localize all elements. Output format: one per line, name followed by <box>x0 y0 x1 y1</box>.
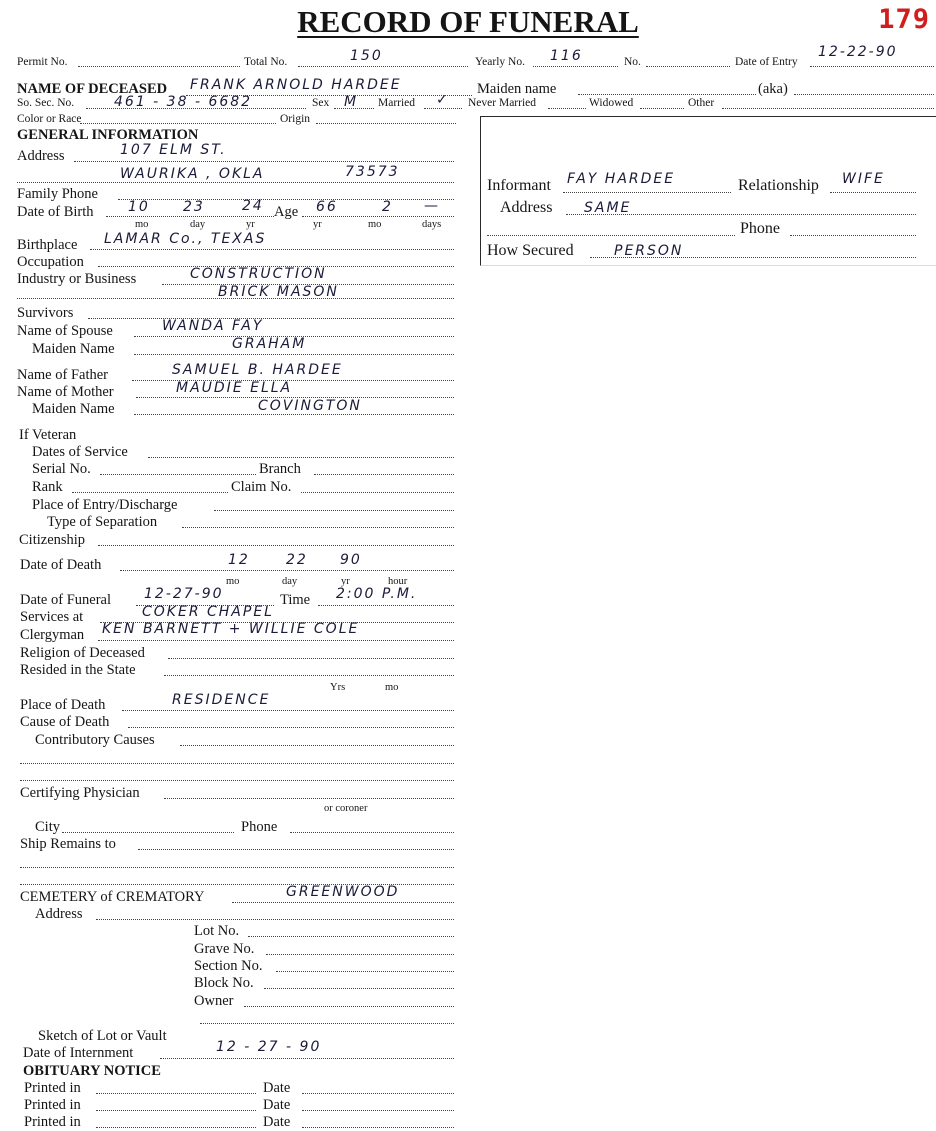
resided-in-state-label: Resided in the State <box>20 662 136 678</box>
owner-line-2 <box>200 1023 454 1024</box>
dates-of-service-line <box>148 457 454 458</box>
dob-day-value: 23 <box>183 199 205 215</box>
address-label: Address <box>17 148 65 164</box>
type-of-separation-label: Type of Separation <box>47 514 158 530</box>
spouse-maiden-line <box>134 354 454 355</box>
address-line2-value: WAURIKA , OKLA <box>120 166 265 182</box>
cemetery-label: CEMETERY of CREMATORY <box>20 889 205 905</box>
time-line <box>318 605 454 606</box>
no-label: No. <box>624 56 641 68</box>
date-of-entry-line <box>810 66 934 67</box>
cause-of-death-line <box>128 727 454 728</box>
date-of-internment-value: 12 - 27 - 90 <box>216 1039 322 1055</box>
relationship-label: Relationship <box>738 177 819 194</box>
occupation-label: Occupation <box>17 254 84 270</box>
address-line <box>74 161 454 162</box>
death-yr-caption: yr <box>341 576 350 587</box>
married-check: ✓ <box>436 92 450 108</box>
widowed-line <box>640 108 684 109</box>
clergyman-value: KEN BARNETT + WILLIE COLE <box>102 621 360 637</box>
cemetery-address-label: Address <box>35 906 83 922</box>
father-label: Name of Father <box>17 367 108 383</box>
grave-no-label: Grave No. <box>194 941 255 957</box>
printed-in-line-1 <box>96 1093 256 1094</box>
obit-date-line-2 <box>302 1110 454 1111</box>
date-of-internment-label: Date of Internment <box>23 1045 134 1061</box>
death-mo-caption: mo <box>226 576 240 587</box>
yearly-no-label: Yearly No. <box>475 56 525 68</box>
how-secured-value: PERSON <box>614 243 684 259</box>
citizenship-line <box>98 545 454 546</box>
never-married-line <box>548 108 586 109</box>
age-mo-caption: mo <box>368 219 382 230</box>
place-of-entry-label: Place of Entry/Discharge <box>32 497 178 513</box>
serial-no-label: Serial No. <box>32 461 91 477</box>
religion-line <box>168 658 454 659</box>
informant-phone-label: Phone <box>740 220 780 237</box>
family-phone-label: Family Phone <box>17 186 98 202</box>
city-line <box>62 832 234 833</box>
color-or-race-label: Color or Race <box>17 113 82 125</box>
mo-caption: mo <box>385 682 399 693</box>
death-day-caption: day <box>282 576 298 587</box>
industry-line2-value: BRICK MASON <box>218 284 339 300</box>
sketch-of-lot-label: Sketch of Lot or Vault <box>38 1028 167 1044</box>
contributory-causes-line <box>180 745 454 746</box>
relationship-line <box>830 192 916 193</box>
time-label: Time <box>280 592 311 608</box>
birthplace-value: LAMAR Co., TEXAS <box>104 231 267 247</box>
soc-sec-no-value: 461 - 38 - 6682 <box>114 94 253 110</box>
informant-address-label: Address <box>500 199 553 216</box>
spouse-label: Name of Spouse <box>17 323 113 339</box>
age-days-value: — <box>424 198 440 214</box>
survivors-line <box>88 318 454 319</box>
printed-in-label-3: Printed in <box>24 1114 81 1130</box>
spouse-maiden-value: GRAHAM <box>232 336 307 352</box>
total-no-value: 150 <box>350 48 383 64</box>
certifying-physician-line <box>164 798 454 799</box>
branch-label: Branch <box>259 461 301 477</box>
aka-label: (aka) <box>758 81 788 97</box>
death-mo-value: 12 <box>228 552 250 568</box>
spouse-maiden-label: Maiden Name <box>32 341 115 357</box>
other-line <box>722 108 934 109</box>
cause-of-death-label: Cause of Death <box>20 714 110 730</box>
obit-date-line-1 <box>302 1093 454 1094</box>
how-secured-label: How Secured <box>487 242 574 259</box>
date-of-death-label: Date of Death <box>20 557 102 573</box>
mother-label: Name of Mother <box>17 384 114 400</box>
maiden-name-label: Maiden name <box>477 81 557 97</box>
or-coroner-caption: or coroner <box>324 803 368 814</box>
city-phone-line <box>290 832 454 833</box>
date-label-3: Date <box>263 1114 291 1130</box>
industry-label: Industry or Business <box>17 271 137 287</box>
married-label: Married <box>378 97 416 109</box>
ship-remains-line <box>138 849 454 850</box>
family-phone-line <box>118 199 454 200</box>
citizenship-label: Citizenship <box>19 532 86 548</box>
rank-label: Rank <box>32 479 63 495</box>
widowed-label: Widowed <box>589 97 634 109</box>
rank-line <box>72 492 228 493</box>
city-label: City <box>35 819 60 835</box>
place-of-death-label: Place of Death <box>20 697 106 713</box>
mother-maiden-line <box>134 414 454 415</box>
block-no-line <box>264 988 454 989</box>
date-of-entry-label: Date of Entry <box>735 56 798 68</box>
informant-address-line-2 <box>487 235 735 236</box>
section-no-line <box>276 971 454 972</box>
branch-line <box>314 474 454 475</box>
total-no-line <box>298 66 468 67</box>
name-of-deceased-value: FRANK ARNOLD HARDEE <box>190 77 402 93</box>
origin-line <box>316 123 456 124</box>
sex-label: Sex <box>312 97 330 109</box>
yearly-no-line <box>533 66 618 67</box>
serial-no-line <box>100 474 256 475</box>
never-married-label: Never Married <box>468 97 537 109</box>
survivors-label: Survivors <box>17 305 74 321</box>
death-day-value: 22 <box>286 552 308 568</box>
informant-address-value: SAME <box>584 200 632 216</box>
zip-value: 73573 <box>345 164 400 180</box>
place-of-death-value: RESIDENCE <box>172 692 271 708</box>
maiden-name-line <box>578 94 756 95</box>
other-label: Other <box>688 97 715 109</box>
general-information-heading: GENERAL INFORMATION <box>17 127 199 143</box>
lot-no-line <box>248 936 454 937</box>
address-line1-value: 107 ELM ST. <box>120 142 227 158</box>
age-mo-value: 2 <box>382 199 393 215</box>
printed-in-label-1: Printed in <box>24 1080 81 1096</box>
contributory-causes-label: Contributory Causes <box>35 732 155 748</box>
dates-of-service-label: Dates of Service <box>32 444 128 460</box>
soc-sec-no-label: So. Sec. No. <box>17 97 75 109</box>
place-of-entry-line <box>214 510 454 511</box>
name-of-deceased-label: NAME OF DECEASED <box>17 81 168 97</box>
if-veteran-label: If Veteran <box>19 427 77 443</box>
no-line <box>646 66 730 67</box>
mother-maiden-value: COVINGTON <box>258 398 362 414</box>
funeral-date-value: 12-27-90 <box>144 586 224 602</box>
married-line <box>424 108 462 109</box>
age-label: Age <box>274 204 299 220</box>
printed-in-label-2: Printed in <box>24 1097 81 1113</box>
claim-no-label: Claim No. <box>231 479 292 495</box>
age-yr-value: 66 <box>316 199 338 215</box>
mother-maiden-label: Maiden Name <box>32 401 115 417</box>
date-of-birth-line <box>106 216 274 217</box>
contributory-line-3 <box>20 780 454 781</box>
total-no-label: Total No. <box>244 56 288 68</box>
section-no-label: Section No. <box>194 958 263 974</box>
birthplace-line <box>90 249 454 250</box>
permit-no-line <box>78 66 240 67</box>
informant-value: FAY HARDEE <box>567 171 676 187</box>
obituary-notice-heading: OBITUARY NOTICE <box>23 1063 161 1079</box>
ship-remains-line-2 <box>20 867 454 868</box>
permit-no-label: Permit No. <box>17 56 68 68</box>
industry-line1-value: CONSTRUCTION <box>190 266 327 282</box>
birthplace-label: Birthplace <box>17 237 78 253</box>
cemetery-value: GREENWOOD <box>286 884 400 900</box>
services-at-label: Services at <box>20 609 84 625</box>
date-of-birth-label: Date of Birth <box>17 204 94 220</box>
sex-value: M <box>344 94 359 110</box>
cemetery-line <box>232 902 454 903</box>
date-label-1: Date <box>263 1080 291 1096</box>
informant-phone-line <box>790 235 916 236</box>
block-no-label: Block No. <box>194 975 254 991</box>
age-yr-caption: yr <box>313 219 322 230</box>
lot-no-label: Lot No. <box>194 923 240 939</box>
hour-caption: hour <box>388 576 408 587</box>
dob-mo-caption: mo <box>135 219 149 230</box>
origin-label: Origin <box>280 113 311 125</box>
color-or-race-line <box>80 123 276 124</box>
date-of-entry-value: 12-22-90 <box>818 44 898 60</box>
dob-mo-value: 10 <box>128 199 150 215</box>
claim-no-line <box>301 492 454 493</box>
obit-date-line-3 <box>302 1127 454 1128</box>
date-of-death-line <box>120 570 454 571</box>
funeral-time-value: 2:00 P.M. <box>336 586 418 602</box>
date-label-2: Date <box>263 1097 291 1113</box>
printed-in-line-2 <box>96 1110 256 1111</box>
dob-yr-caption: yr <box>246 219 255 230</box>
address-line-2 <box>17 182 454 183</box>
dob-day-caption: day <box>190 219 206 230</box>
relationship-value: WIFE <box>842 171 885 187</box>
yrs-caption: Yrs <box>330 682 346 693</box>
yearly-no-value: 116 <box>550 48 583 64</box>
certifying-physician-label: Certifying Physician <box>20 785 140 801</box>
resided-in-state-line <box>164 675 454 676</box>
informant-line <box>563 192 731 193</box>
phone-label: Phone <box>241 819 278 835</box>
mother-value: MAUDIE ELLA <box>176 380 293 396</box>
contributory-line-2 <box>20 763 454 764</box>
services-at-value: COKER CHAPEL <box>142 604 274 620</box>
age-days-caption: days <box>422 219 442 230</box>
form-title: RECORD OF FUNERAL <box>297 4 639 39</box>
death-yr-value: 90 <box>340 552 362 568</box>
clergyman-label: Clergyman <box>20 627 85 643</box>
informant-label: Informant <box>487 177 551 194</box>
date-of-funeral-label: Date of Funeral <box>20 592 111 608</box>
dob-yr-value: 24 <box>242 198 264 214</box>
owner-label: Owner <box>194 993 234 1009</box>
grave-no-line <box>266 954 454 955</box>
type-of-separation-line <box>182 527 454 528</box>
place-of-death-line <box>122 710 454 711</box>
page-number: 179 <box>878 4 930 35</box>
spouse-value: WANDA FAY <box>162 318 264 334</box>
date-of-internment-line <box>160 1058 454 1059</box>
cemetery-address-line <box>96 919 454 920</box>
clergyman-line <box>98 640 454 641</box>
religion-label: Religion of Deceased <box>20 645 145 661</box>
owner-line <box>244 1006 454 1007</box>
aka-line <box>794 94 934 95</box>
printed-in-line-3 <box>96 1127 256 1128</box>
ship-remains-label: Ship Remains to <box>20 836 116 852</box>
father-value: SAMUEL B. HARDEE <box>172 362 343 378</box>
age-line <box>302 216 454 217</box>
